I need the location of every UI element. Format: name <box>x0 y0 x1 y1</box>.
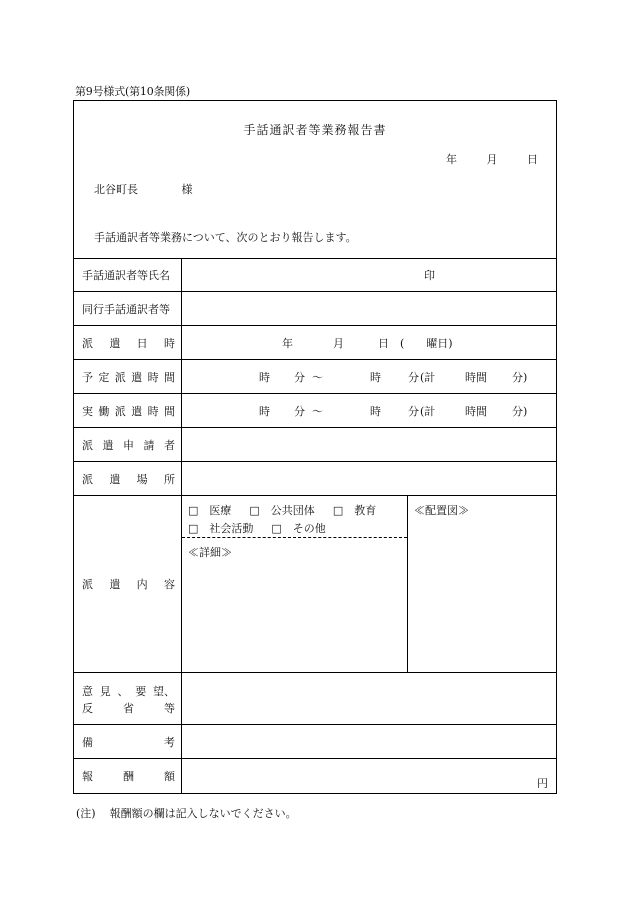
field-content <box>182 496 556 672</box>
form-number: 第9号様式(第10条関係) <box>75 85 190 98</box>
seal-mark: 印 <box>424 268 435 282</box>
row-remarks <box>74 725 556 759</box>
footnote-text: 報酬額の欄は記入しないでください。 <box>109 807 297 820</box>
details-label: ≪詳細≫ <box>188 546 232 559</box>
label-fee: 報 酬 額 <box>74 759 182 793</box>
checkbox-medical[interactable]: □ 医療 <box>188 504 232 517</box>
footnote <box>76 805 297 821</box>
row-companion <box>74 292 556 326</box>
yen-unit: 円 <box>537 777 548 790</box>
row-actual-time <box>74 394 556 428</box>
row-content <box>74 496 556 673</box>
addressee <box>94 181 193 197</box>
date-line <box>420 151 538 167</box>
content-left-panel <box>182 496 408 672</box>
checkbox-other[interactable]: □ その他 <box>271 522 326 535</box>
label-actual-time: 実 働 派 遣 時 間 <box>74 394 182 427</box>
report-form-frame <box>73 100 557 794</box>
page-title: 手話通訳者等業務報告書 <box>243 123 387 137</box>
form-header <box>74 101 556 259</box>
label-content: 派 遣 内 容 <box>74 496 182 672</box>
checkbox-social-activity[interactable]: □ 社会活動 <box>188 522 254 535</box>
lead-text: 手話通訳者等業務について、次のとおり報告します。 <box>94 231 357 244</box>
field-actual-time[interactable]: 時 分 〜 時 分 (計 時間 分) <box>259 404 528 418</box>
layout-diagram-label: ≪配置図≫ <box>414 504 469 517</box>
field-place[interactable] <box>182 462 556 495</box>
label-planned-time: 予 定 派 遣 時 間 <box>74 360 182 393</box>
addressee-name: 北谷町長 <box>94 183 138 196</box>
row-place <box>74 462 556 496</box>
row-fee <box>74 759 556 793</box>
date-year: 年 <box>446 153 457 166</box>
field-companion[interactable] <box>182 292 556 325</box>
dashed-divider <box>182 537 407 538</box>
row-opinion <box>74 673 556 725</box>
label-companion: 同行手話通訳者等 <box>74 292 182 325</box>
checkbox-education[interactable]: □ 教育 <box>332 504 377 517</box>
field-fee[interactable] <box>182 759 556 793</box>
field-remarks[interactable] <box>182 725 556 758</box>
label-remarks: 備 考 <box>74 725 182 758</box>
label-place: 派 遣 場 所 <box>74 462 182 495</box>
footnote-prefix: (注) <box>76 807 96 820</box>
label-applicant: 派 遣 申 請 者 <box>74 428 182 461</box>
row-applicant <box>74 428 556 462</box>
row-planned-time <box>74 360 556 394</box>
field-interpreter-name[interactable] <box>182 258 556 291</box>
checkbox-public-body[interactable]: □ 公共団体 <box>249 504 315 517</box>
date-day: 日 <box>527 153 538 166</box>
category-checkboxes <box>188 502 376 538</box>
row-interpreter-name <box>74 258 556 292</box>
row-dispatch-date <box>74 326 556 360</box>
label-opinion: 意 見 、 要 望、 反 省 等 <box>74 673 182 724</box>
field-dispatch-date[interactable]: 年 月 日 ( 曜日) <box>282 336 453 350</box>
label-dispatch-date: 派 遣 日 時 <box>74 326 182 359</box>
field-opinion[interactable] <box>182 673 556 724</box>
field-applicant[interactable] <box>182 428 556 461</box>
addressee-honorific: 様 <box>181 183 193 196</box>
label-interpreter-name: 手話通訳者等氏名 <box>74 258 182 291</box>
field-planned-time[interactable]: 時 分 〜 時 分 (計 時間 分) <box>259 370 528 384</box>
date-month: 月 <box>486 153 498 166</box>
